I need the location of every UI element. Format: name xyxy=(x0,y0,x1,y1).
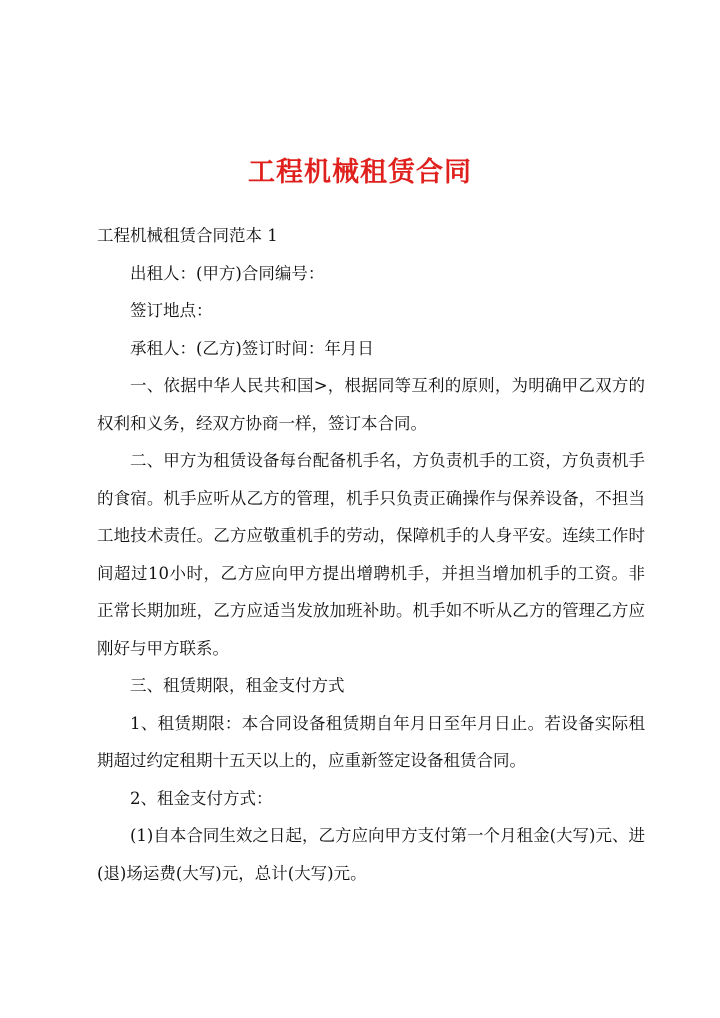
document-subtitle: 工程机械租赁合同范本 1 xyxy=(97,226,278,245)
paragraph-lease-term: 1、租赁期限：本合同设备租赁期自年月日至年月日止。若设备实际租期超过约定租期十五天以上的，应重新签定设备租赁合同。 xyxy=(97,713,645,770)
document-title: 工程机械租赁合同 xyxy=(248,157,472,188)
paragraph-payment-detail: (1)自本合同生效之日起，乙方应向甲方支付第一个月租金(大写)元、进(退)场运费(大写)元，总计(大写)元。 xyxy=(97,826,645,883)
paragraph-lessee: 承租人：(乙方)签订时间：年月日 xyxy=(130,338,374,358)
paragraph-payment-heading: 2、租金支付方式： xyxy=(130,788,273,808)
paragraph-clause-2: 二、甲方为租赁设备每台配备机手名，方负责机手的工资，方负责机手的食宿。机手应听从乙方的管理，机手只负责正确操作与保养设备，不担当工地技术责任。乙方应敬重机手的劳动，保障机手的人身平安。连续工作时间超过10小时，乙方应向甲方提出增聘机手，并担当增加机手的工资。非正常长期加班，乙方应适当发放加班补助。机手如不听从乙方的管理乙方应刚好与甲方联系。 xyxy=(97,451,645,658)
paragraph-clause-3-heading: 三、租赁期限，租金支付方式 xyxy=(130,676,345,695)
paragraph-lessor: 出租人：(甲方)合同编号： xyxy=(130,263,325,283)
document-body xyxy=(97,217,645,892)
paragraph-signing-place: 签订地点： xyxy=(130,301,213,320)
paragraph-clause-1: 一、依据中华人民共和国>，根据同等互利的原则，为明确甲乙双方的权利和义务，经双方协商一样，签订本合同。 xyxy=(97,376,645,433)
